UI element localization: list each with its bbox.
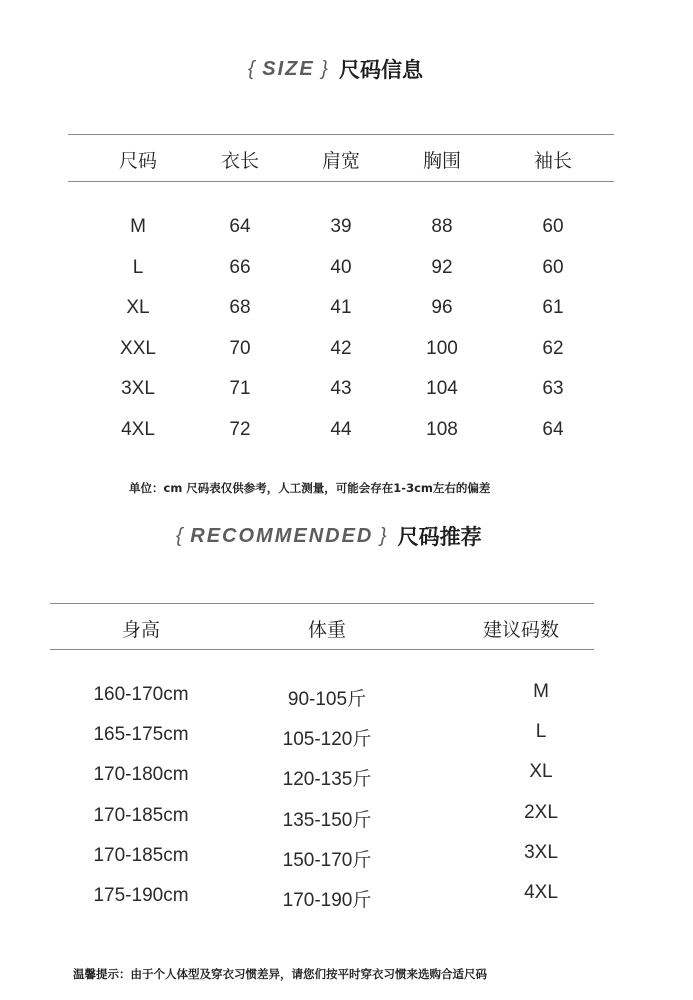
recommended-cell-height: 165-175cm (93, 724, 189, 746)
size-cell-length: 71 (229, 378, 251, 399)
size-cell-shoulder: 44 (330, 418, 352, 440)
size-cell-shoulder: 42 (330, 337, 352, 359)
size-col-header-sleeve: 袖长 (533, 150, 572, 172)
recommended-cell-size: L (535, 721, 547, 743)
size-cell-length: 68 (229, 297, 251, 318)
size-col-header-shoulder: 肩宽 (321, 150, 360, 172)
recommended-cell-height: 175-190cm (93, 885, 189, 906)
recommended-cell-height: 170-180cm (93, 764, 189, 786)
size-cell-length: 72 (229, 418, 251, 440)
size-cell-chest: 100 (426, 337, 458, 359)
size-heading-zh: 尺码信息 (338, 58, 423, 82)
size-table-header-rule (68, 181, 614, 182)
recommended-cell-size: 3XL (524, 841, 558, 863)
size-cell-shoulder: 43 (330, 378, 352, 399)
size-col-header-size: 尺码 (118, 150, 157, 172)
recommended-cell-size: M (533, 681, 549, 702)
recommended-col-header-height: 身高 (121, 619, 160, 641)
size-cell-size: 3XL (121, 378, 155, 399)
recommended-cell-weight: 120-135斤 (282, 769, 372, 791)
size-cell-shoulder: 41 (330, 297, 352, 318)
recommended-col-header-weight: 体重 (307, 619, 346, 641)
recommended-heading (176, 521, 482, 551)
recommended-cell-height: 170-185cm (93, 844, 189, 866)
recommended-table-top-rule (50, 603, 594, 604)
size-cell-sleeve: 60 (542, 256, 564, 278)
footer-note: 温馨提示：由于个人体型及穿衣习惯差异，请您们按平时穿衣习惯来选购合适尺码 (73, 967, 487, 981)
size-cell-size: M (130, 216, 146, 237)
size-cell-shoulder: 39 (330, 216, 352, 237)
recommended-cell-size: 2XL (524, 801, 558, 823)
size-cell-length: 66 (229, 256, 251, 278)
recommended-cell-weight: 170-190斤 (282, 890, 372, 911)
recommended-cell-height: 160-170cm (93, 684, 189, 705)
size-cell-size: 4XL (121, 418, 155, 440)
size-cell-shoulder: 40 (330, 256, 352, 278)
recommended-table-header-rule (50, 649, 594, 650)
size-cell-sleeve: 64 (542, 418, 564, 440)
size-col-header-chest: 胸围 (422, 150, 461, 172)
size-cell-chest: 104 (426, 378, 458, 399)
size-cell-chest: 108 (426, 418, 458, 440)
size-cell-size: L (132, 256, 144, 278)
recommended-col-header-size: 建议码数 (482, 619, 559, 641)
size-cell-length: 70 (229, 337, 251, 359)
recommended-heading-en: { RECOMMENDED } (176, 524, 388, 547)
size-heading-en: { SIZE } (248, 57, 329, 80)
size-cell-sleeve: 60 (542, 216, 564, 237)
recommended-cell-weight: 90-105斤 (287, 689, 367, 710)
recommended-cell-size: 4XL (524, 882, 558, 903)
size-table-top-rule (68, 134, 614, 135)
size-cell-chest: 92 (431, 256, 453, 278)
size-cell-chest: 96 (431, 297, 453, 318)
recommended-cell-weight: 135-150斤 (282, 809, 372, 831)
recommended-cell-weight: 105-120斤 (282, 729, 372, 751)
size-cell-size: XL (126, 297, 150, 318)
recommended-cell-size: XL (529, 761, 553, 783)
size-col-header-length: 衣长 (220, 150, 259, 172)
size-note: 单位：cm 尺码表仅供参考，人工测量，可能会存在1-3cm左右的偏差 (129, 481, 491, 495)
size-cell-size: XXL (120, 337, 156, 359)
size-cell-length: 64 (229, 216, 251, 237)
recommended-cell-height: 170-185cm (93, 804, 189, 826)
size-heading (248, 54, 423, 84)
size-cell-sleeve: 61 (542, 297, 564, 318)
recommended-cell-weight: 150-170斤 (282, 849, 372, 871)
size-cell-sleeve: 62 (542, 337, 564, 359)
recommended-heading-zh: 尺码推荐 (397, 525, 482, 549)
size-cell-chest: 88 (431, 216, 453, 237)
size-cell-sleeve: 63 (542, 378, 564, 399)
